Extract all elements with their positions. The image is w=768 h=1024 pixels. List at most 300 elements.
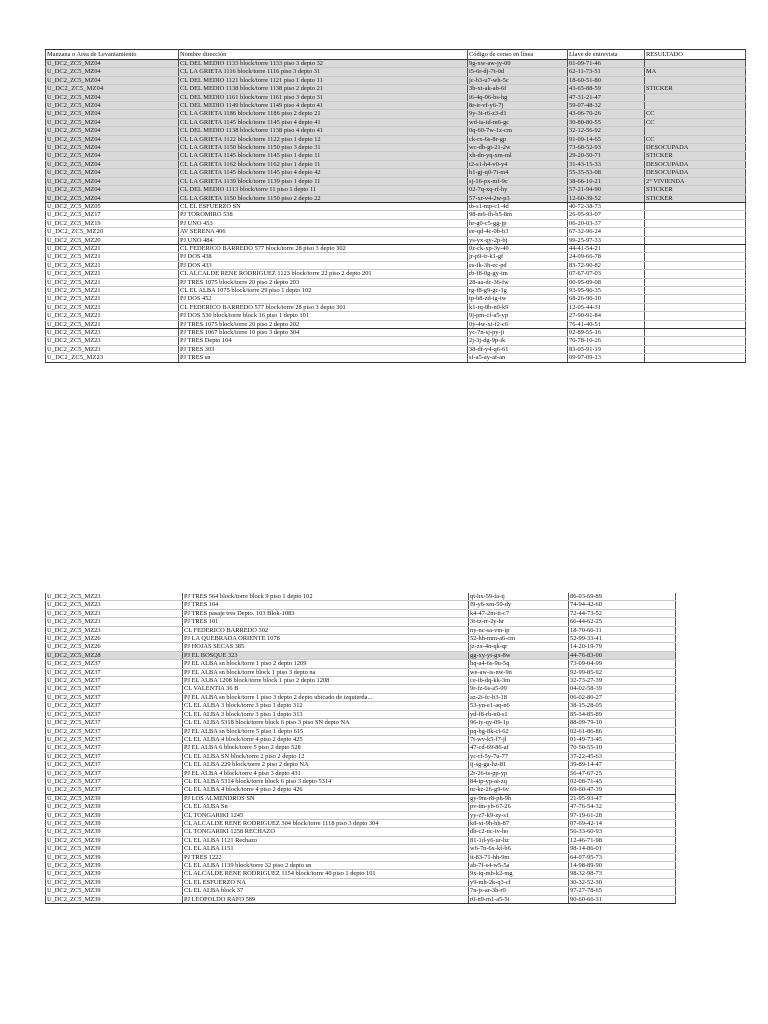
interview-key-cell: 68-26-96-10	[568, 295, 645, 303]
address-cell: CL VALENTIA 36 B	[183, 685, 469, 693]
area-cell: U_DC2_ZC5_MZ37	[46, 727, 183, 735]
interview-key-cell: 86-03-69-89	[569, 593, 676, 601]
address-cell: PJ LOS ALMENDROS SN	[183, 794, 469, 802]
interview-key-cell: 40-72-38-73	[568, 202, 645, 210]
table-row	[46, 685, 676, 693]
address-cell: CL EL ALBA 1139 block/torre 32 piso 2 depto sn	[183, 862, 469, 870]
interview-key-cell: 62-11-73-51	[568, 68, 645, 76]
area-cell: U_DC2_ZC5_MZ21	[46, 253, 179, 261]
area-cell: U_DC2_ZC5_MZ37	[46, 685, 183, 693]
address-cell: CL EL ALBA 3 block/torre 3 piso 1 depto 312	[183, 702, 469, 710]
area-cell: U_DC2_ZC5_MZ04	[46, 127, 179, 135]
table-row	[46, 278, 746, 286]
table-row	[46, 761, 676, 769]
table-row	[46, 244, 746, 252]
table-row	[46, 93, 746, 101]
interview-key-cell: 06-20-03-37	[568, 219, 645, 227]
census-code-cell: 81-1d-y6-ur-hz	[469, 836, 569, 844]
result-cell: STICKER	[645, 85, 746, 93]
address-cell: CL EL ALBA 4 block/torre 4 piso 2 depto 426	[183, 786, 469, 794]
address-cell: PJ TRES 564 block/torre block 9 piso 1 depto 102	[183, 593, 469, 601]
table-row	[46, 329, 746, 337]
result-cell	[645, 93, 746, 101]
interview-key-cell: 14-98-89-90	[569, 862, 676, 870]
table-row	[46, 354, 746, 362]
census-code-cell: 0y-4w-xi-f2-c6	[468, 320, 568, 328]
results-table-top	[45, 49, 746, 363]
table-row	[46, 261, 746, 269]
result-cell	[645, 253, 746, 261]
result-cell	[645, 278, 746, 286]
census-code-cell: ce-ib-dq-kk-3m	[469, 677, 569, 685]
table-header-row	[46, 50, 746, 60]
address-cell: CL EL ALBA block 37	[183, 887, 469, 895]
interview-key-cell: 02-89-55-16	[568, 329, 645, 337]
census-code-cell: it-83-71-hh-9m	[469, 853, 569, 861]
interview-key-cell: 14-20-19-79	[569, 643, 676, 651]
address-cell: PJ TRES pasaje tres Depto. 103 Blok-1083	[183, 609, 469, 617]
result-cell: DESOCUPADA	[645, 160, 746, 168]
result-cell: CC	[645, 135, 746, 143]
result-cell	[645, 202, 746, 210]
result-cell	[645, 60, 746, 68]
table-row	[46, 177, 746, 185]
table-row	[46, 110, 746, 118]
interview-key-cell: 12-60-39-52	[568, 194, 645, 202]
interview-key-cell: 83-72-90-82	[568, 261, 645, 269]
result-cell	[645, 102, 746, 110]
address-cell: PJ TRES 1075 block/torre 20 piso 2 depto 202	[179, 320, 468, 328]
result-cell	[645, 345, 746, 353]
area-cell: U_DC2_ZC5_MZ05	[46, 202, 179, 210]
interview-key-cell: 12-05-44-31	[568, 303, 645, 311]
interview-key-cell: 90-60-66-31	[569, 895, 676, 903]
interview-key-cell: 39-89-14-47	[569, 761, 676, 769]
table-row	[46, 219, 746, 227]
census-code-cell: pv-tm-yb-67-26	[469, 803, 569, 811]
interview-key-cell: 93-95-96-35	[568, 286, 645, 294]
address-cell: PJ UNO 453	[179, 219, 468, 227]
address-cell: CL DEL MEDIO 1149 block/torre 1149 piso 4 depto 41	[179, 102, 468, 110]
result-cell	[645, 261, 746, 269]
address-cell: CL EL ALBA 4 block/torre 4 piso 2 depto 425	[183, 735, 469, 743]
result-cell	[645, 320, 746, 328]
area-cell: U_DC2_ZC5_MZ21	[46, 286, 179, 294]
interview-key-cell: 43-65-88-59	[568, 85, 645, 93]
column-header: Llave de entrevista	[568, 50, 645, 60]
area-cell: U_DC2_ZC5_MZ39	[46, 895, 183, 903]
table-row	[46, 845, 676, 853]
address-cell: CL ALCALDE RENE RODRIGUEZ 304 block/torre 1118 piso 3 depto 304	[183, 819, 469, 827]
interview-key-cell: 32-73-27-39	[569, 677, 676, 685]
result-cell	[645, 337, 746, 345]
interview-key-cell: 30-32-52-30	[569, 878, 676, 886]
table-row	[46, 60, 746, 68]
census-code-cell: 57-xr-v4-2w-p3	[468, 194, 568, 202]
area-cell: U_DC2_ZC5_MZ04	[46, 102, 179, 110]
interview-key-cell: 12-46-71-98	[569, 836, 676, 844]
area-cell: U_DC2_ZC5_MZ20	[46, 228, 179, 236]
table-row	[46, 828, 676, 836]
census-code-cell: 2r-26-ts-pp-yp	[469, 769, 569, 777]
result-cell	[645, 312, 746, 320]
address-cell: PJ DOS 438	[179, 253, 468, 261]
interview-key-cell: 56-33-60-93	[569, 828, 676, 836]
area-cell: U_DC2_ZC5_MZ21	[46, 303, 179, 311]
address-cell: CL LA GRIETA 1150 block/torre 1150 piso 3 depto 31	[179, 144, 468, 152]
area-cell: U_DC2_ZC5_MZ21	[46, 320, 179, 328]
table-row	[46, 127, 746, 135]
result-cell	[645, 295, 746, 303]
interview-key-cell: 73-09-04-99	[569, 660, 676, 668]
table-row	[46, 618, 676, 626]
area-cell: U_DC2_ZC5_MZ04	[46, 118, 179, 126]
interview-key-cell: 92-99-85-92	[569, 668, 676, 676]
area-cell: U_DC2_ZC5_MZ39	[46, 853, 183, 861]
interview-key-cell: 91-09-14-65	[568, 135, 645, 143]
address-cell: CL TONGARIKI 1258 RECHAZO	[183, 828, 469, 836]
address-cell: CL EL ALBA 1151	[183, 845, 469, 853]
census-code-cell: ij-sg-ga-hz-81	[469, 761, 569, 769]
interview-key-cell: 18-70-60-11	[569, 626, 676, 634]
area-cell: U_DC2_ZC5_MZ23	[46, 609, 183, 617]
area-cell: U_DC2_ZC5_MZ21	[46, 244, 179, 252]
census-code-cell: nr-kz-26-g9-6v	[469, 786, 569, 794]
address-cell: PJ DOS 433	[179, 261, 468, 269]
table-row	[46, 135, 746, 143]
area-cell: U_DC2_ZC5_MZ20	[46, 236, 179, 244]
census-code-cell: 53-yn-e1-aq-n6	[469, 702, 569, 710]
address-cell: PJ HOJAS SECAS 385	[183, 643, 469, 651]
address-cell: PJ EL BOSQUE 323	[183, 651, 469, 659]
census-code-cell: ck-rx-6s-8r-gp	[468, 135, 568, 143]
address-cell: PJ LEOPOLDO RAFO 589	[183, 895, 469, 903]
area-cell: U_DC2_ZC5_MZ04	[46, 93, 179, 101]
census-code-cell: k8-xi-9h-hh-87	[469, 819, 569, 827]
interview-key-cell: 73-68-52-93	[568, 144, 645, 152]
census-code-cell: 28-aa-dc-36-fw	[468, 278, 568, 286]
interview-key-cell: 37-22-45-63	[569, 752, 676, 760]
column-header: Nombre dirección	[179, 50, 468, 60]
address-cell: CL EL ALBA 1075 block/torre 29 piso 1 depto 102	[179, 286, 468, 294]
interview-key-cell: 31-43-15-33	[568, 160, 645, 168]
address-cell: CL LA GRIETA 1139 block/torre 1139 piso 1 depto 11	[179, 177, 468, 185]
address-cell: PJ EL ALBA sn block/torre 1 piso 3 depto 2 depto ubicado de izquierda...	[183, 693, 469, 701]
address-cell: CL EL ALBA SN block/torre 2 piso 2 depto 12	[183, 752, 469, 760]
result-cell	[645, 329, 746, 337]
census-code-cell: 9r-fz-6s-a5-09	[469, 685, 569, 693]
address-cell: CL DEL MEDIO 1113 block/torre 11 piso 1 depto 11	[179, 186, 468, 194]
census-code-cell: wd-ia-id-m6-gc	[468, 118, 568, 126]
result-cell	[645, 244, 746, 252]
interview-key-cell: 07-67-97-03	[568, 270, 645, 278]
result-cell	[645, 354, 746, 362]
area-cell: U_DC2_ZC5_MZ04	[46, 194, 179, 202]
census-code-cell: qt-hx-59-fa-ij	[469, 593, 569, 601]
area-cell: U_DC2_ZC5_MZ39	[46, 845, 183, 853]
interview-key-cell: 26-95-93-07	[568, 211, 645, 219]
area-cell: U_DC2_ZC5_MZ37	[46, 769, 183, 777]
address-cell: CL LA GRIETA 1116 block/torre 1116 piso 3 depto 31	[179, 68, 468, 76]
area-cell: U_DC2_ZC5_MZ37	[46, 761, 183, 769]
address-cell: PJ TRES 1067 block/torre 10 piso 3 depto 304	[179, 329, 468, 337]
result-cell	[645, 228, 746, 236]
interview-key-cell: 44-41-54-21	[568, 244, 645, 252]
area-cell: U_DC2_ZC5_MZ39	[46, 836, 183, 844]
interview-key-cell: 02-08-71-45	[569, 777, 676, 785]
table-row	[46, 702, 676, 710]
census-code-cell: yy-z7-k9-zy-s1	[469, 811, 569, 819]
census-code-cell: tp-b8-zd-ig-tw	[468, 295, 568, 303]
interview-key-cell: 85-34-85-89	[569, 710, 676, 718]
area-cell: U_DC2_ZC5_MZ19	[46, 219, 179, 227]
area-cell: U_DC2_ZC5_MZ04	[46, 110, 179, 118]
interview-key-cell: 30-80-80-55	[568, 118, 645, 126]
address-cell: CL ALCALDE RENE RODRIGUEZ 1154 block/torre 40 piso 1 depto 101	[183, 870, 469, 878]
table-row	[46, 211, 746, 219]
interview-key-cell: 69-60-47-39	[569, 786, 676, 794]
area-cell: U_DC2_ZC5_MZ39	[46, 828, 183, 836]
census-code-cell: rb-f8-0g-gy-im	[468, 270, 568, 278]
result-cell: DESOCUPADA	[645, 169, 746, 177]
interview-key-cell: 01-09-71-46	[568, 60, 645, 68]
area-cell: U_DC2_ZC5_MZ23	[46, 593, 183, 601]
table-row	[46, 819, 676, 827]
table-row	[46, 609, 676, 617]
table-row	[46, 345, 746, 353]
census-code-cell: ny-nc-sa-vm-ip	[469, 626, 569, 634]
results-sheet-bottom	[45, 593, 675, 904]
result-cell: STICKER	[645, 186, 746, 194]
census-code-cell: ab-7f-s4-w5-5a	[469, 862, 569, 870]
address-cell: CL LA GRIETA 1162 block/torre 1162 piso 1 depto 11	[179, 160, 468, 168]
area-cell: U_DC2_ZC5_MZ37	[46, 677, 183, 685]
column-header: Manzana o Area de Levantamiento	[46, 50, 179, 60]
table-row	[46, 295, 746, 303]
area-cell: U_DC2_ZC5_MZ28	[46, 651, 183, 659]
interview-key-cell: 56-47-67-25	[569, 769, 676, 777]
area-cell: U_DC2_ZC5_MZ04	[46, 177, 179, 185]
table-row	[46, 236, 746, 244]
interview-key-cell: 04-02-58-39	[569, 685, 676, 693]
census-code-cell: az-2i-fc-b3-18	[469, 693, 569, 701]
interview-key-cell: 59-07-48-32	[568, 102, 645, 110]
interview-key-cell: 64-07-95-73	[569, 853, 676, 861]
interview-key-cell: 44-76-83-00	[569, 651, 676, 659]
interview-key-cell: 06-02-80-27	[569, 693, 676, 701]
area-cell: U_DC2_ZC5_MZ23	[46, 601, 183, 609]
table-row	[46, 160, 746, 168]
table-row	[46, 601, 676, 609]
census-code-cell: 8r-ir-vf-y6-7j	[468, 102, 568, 110]
table-row	[46, 769, 676, 777]
census-code-cell: rg-f8-g9-gc-1g	[468, 286, 568, 294]
interview-key-cell: 27-90-91-84	[568, 312, 645, 320]
interview-key-cell: 67-32-96-24	[568, 228, 645, 236]
census-code-cell: 7n-js-ar-3h-r0	[469, 887, 569, 895]
address-cell: PJ TRES 104	[183, 601, 469, 609]
result-cell: CC	[645, 118, 746, 126]
results-sheet-top	[45, 49, 745, 363]
table-row	[46, 194, 746, 202]
address-cell: CL FEDERICO BARREDO 577 block/torre 28 piso 3 depto 301	[179, 303, 468, 311]
area-cell: U_DC2_ZC5_MZ23	[46, 618, 183, 626]
census-code-cell: 0z-ck-xp-3y-40	[468, 244, 568, 252]
interview-key-cell: 47-76-54-32	[569, 803, 676, 811]
interview-key-cell: 47-31-21-47	[568, 93, 645, 101]
area-cell: U_DC2_ZC5_MZ23	[46, 626, 183, 634]
census-code-cell: gg-xy-yt-gx-8w	[469, 651, 569, 659]
census-code-cell: pq-bg-8k-ci-62	[469, 727, 569, 735]
result-cell: CC	[645, 110, 746, 118]
census-code-cell: yc-7n-sj-py-ji	[468, 329, 568, 337]
table-row	[46, 668, 676, 676]
address-cell: PJ DOS 530 block/torre block 16 piso 1 depto 101	[179, 312, 468, 320]
result-cell	[645, 76, 746, 84]
census-code-cell: hr-g0-c5-gg-jp	[468, 219, 568, 227]
census-code-cell: 3t-tz-rr-2y-hr	[469, 618, 569, 626]
result-cell: STICKER	[645, 194, 746, 202]
census-code-cell: 9g-xw-aw-jy-00	[468, 60, 568, 68]
table-row	[46, 853, 676, 861]
result-cell	[645, 236, 746, 244]
table-row	[46, 719, 676, 727]
address-cell: PJ EL ALBA sn block/torre block 1 piso 3 depto na	[183, 668, 469, 676]
census-code-cell: i6-4q-06-bs-hg	[468, 93, 568, 101]
interview-key-cell: 83-05-91-19	[568, 345, 645, 353]
table-row	[46, 286, 746, 294]
table-row	[46, 85, 746, 93]
result-cell	[645, 270, 746, 278]
interview-key-cell: 07-69-42-14	[569, 819, 676, 827]
area-cell: U_DC2_ZC5_MZ39	[46, 819, 183, 827]
address-cell: PJ UNO 484	[179, 236, 468, 244]
address-cell: CL LA GRIETA 1150 block/torre 1150 piso 2 depto 22	[179, 194, 468, 202]
interview-key-cell: 38-66-10-21	[568, 177, 645, 185]
table-row	[46, 144, 746, 152]
table-row	[46, 337, 746, 345]
result-cell: DESOCUPADA	[645, 144, 746, 152]
area-cell: U_DC2_ZC5_MZ04	[46, 144, 179, 152]
interview-key-cell: 02-61-86-86	[569, 727, 676, 735]
census-code-cell: f9-y6-xm-59-dy	[469, 601, 569, 609]
interview-key-cell: 38-15-28-05	[569, 702, 676, 710]
table-row	[46, 895, 676, 903]
address-cell: CL EL ALBA 5318 block/torre block 6 piso 3 piso SN depto NA	[183, 719, 469, 727]
table-row	[46, 887, 676, 895]
area-cell: U_DC2_ZC5_MZ37	[46, 693, 183, 701]
census-code-cell: ys-yx-qy-2p-bj	[468, 236, 568, 244]
table-row	[46, 660, 676, 668]
address-cell: CL EL ESFUERZO SN	[179, 202, 468, 210]
census-code-cell: 52-hh-mm-a6-cm	[469, 635, 569, 643]
census-code-cell: yc-rf-5y-7u-77	[469, 752, 569, 760]
area-cell: U_DC2_ZC5_MZ39	[46, 803, 183, 811]
address-cell: PJ TRES sn	[179, 354, 468, 362]
area-cell: U_DC2_ZC5_MZ23	[46, 329, 179, 337]
area-cell: U_DC2_ZC5_MZ26	[46, 643, 183, 651]
census-code-cell: sj-16-px-mf-9c	[468, 177, 568, 185]
table-row	[46, 710, 676, 718]
table-row	[46, 635, 676, 643]
address-cell: CL DEL MEDIO 1138 block/torre 1138 piso 4 depto 41	[179, 127, 468, 135]
interview-key-cell: 29-20-50-71	[568, 152, 645, 160]
area-cell: U_DC2_ZC5_MZ04	[46, 135, 179, 143]
table-row	[46, 76, 746, 84]
table-row	[46, 878, 676, 886]
census-code-cell: gy-9m-r8-ph-9h	[469, 794, 569, 802]
address-cell: CL ALCALDE RENE RODRIGUEZ 1123 block/torre 22 piso 2 depto 201	[179, 270, 468, 278]
address-cell: CL DEL MEDIO 1161 block/torre 1161 piso 3 depto 31	[179, 93, 468, 101]
area-cell: U_DC2_ZC5_MZ37	[46, 660, 183, 668]
census-code-cell: sf-a5-ay-af-an	[468, 354, 568, 362]
interview-key-cell: 88-09-79-10	[569, 719, 676, 727]
address-cell: PJ EL ALBA 1208 block/torre block 1 piso 2 depto 1208	[183, 677, 469, 685]
result-cell	[645, 127, 746, 135]
address-cell: PJ TOROMIRO 538	[179, 211, 468, 219]
table-row	[46, 677, 676, 685]
table-row	[46, 836, 676, 844]
table-row	[46, 169, 746, 177]
area-cell: U_DC2_ZC5_MZ39	[46, 794, 183, 802]
area-cell: U_DC2_ZC5_MZ37	[46, 710, 183, 718]
area-cell: U_DC2_ZC5_MZ39	[46, 878, 183, 886]
census-code-cell: 96-iy-qy-09-1p	[469, 719, 569, 727]
area-cell: U_DC2_ZC5_MZ37	[46, 735, 183, 743]
area-cell: U_DC2_ZC5_MZ04	[46, 186, 179, 194]
address-cell: CL LA GRIETA 1122 block/torre 1122 piso 1 depto 12	[179, 135, 468, 143]
address-cell: PJ EL ALBA sn block/torre 1 piso 2 depto 1209	[183, 660, 469, 668]
address-cell: PJ DOS 452	[179, 295, 468, 303]
interview-key-cell: 97-19-61-28	[569, 811, 676, 819]
area-cell: U_DC2_ZC5_MZ39	[46, 862, 183, 870]
census-code-cell: w6-7n-6x-kf-b6	[469, 845, 569, 853]
result-cell: MA	[645, 68, 746, 76]
interview-key-cell: 99-25-97-33	[568, 236, 645, 244]
table-row	[46, 270, 746, 278]
table-row	[46, 186, 746, 194]
census-code-cell: y9-mh-2k-q3-cf	[469, 878, 569, 886]
table-row	[46, 118, 746, 126]
area-cell: U_DC2_ZC5_MZ04	[46, 68, 179, 76]
address-cell: CL FEDERICO BARREDO 577 block/torre 28 piso 3 depto 302	[179, 244, 468, 252]
table-row	[46, 777, 676, 785]
interview-key-cell: 43-06-70-26	[568, 110, 645, 118]
address-cell: CL EL ALBA 1121 Rechazo	[183, 836, 469, 844]
area-cell: U_DC2_ZC5_MZ04	[46, 60, 179, 68]
area-cell: U_DC2_ZC5_MZ39	[46, 811, 183, 819]
interview-key-cell: 09-97-09-13	[568, 354, 645, 362]
table-row	[46, 626, 676, 634]
interview-key-cell: 55-35-53-08	[568, 169, 645, 177]
area-cell: U_DC2_ZC5_MZ37	[46, 786, 183, 794]
results-table-bottom	[45, 593, 676, 904]
interview-key-cell: 24-09-66-78	[568, 253, 645, 261]
address-cell: PJ TRES Depto 104	[179, 337, 468, 345]
address-cell: CL EL ALBA Sn	[183, 803, 469, 811]
interview-key-cell: 52-99-33-41	[569, 635, 676, 643]
table-row	[46, 811, 676, 819]
table-row	[46, 228, 746, 236]
interview-key-cell: 97-27-78-65	[569, 887, 676, 895]
address-cell: CL EL ALBA 3 block/torre 3 piso 1 depto 313	[183, 710, 469, 718]
area-cell: U_DC2_ZC5_MZ26	[46, 635, 183, 643]
area-cell: U_DC2_ZC5_MZ23	[46, 337, 179, 345]
address-cell: PJ EL ALBA 6 block/torre 5 piso 2 depto 528	[183, 744, 469, 752]
table-row	[46, 312, 746, 320]
column-header: Código de censo en línea	[468, 50, 568, 60]
table-row	[46, 803, 676, 811]
